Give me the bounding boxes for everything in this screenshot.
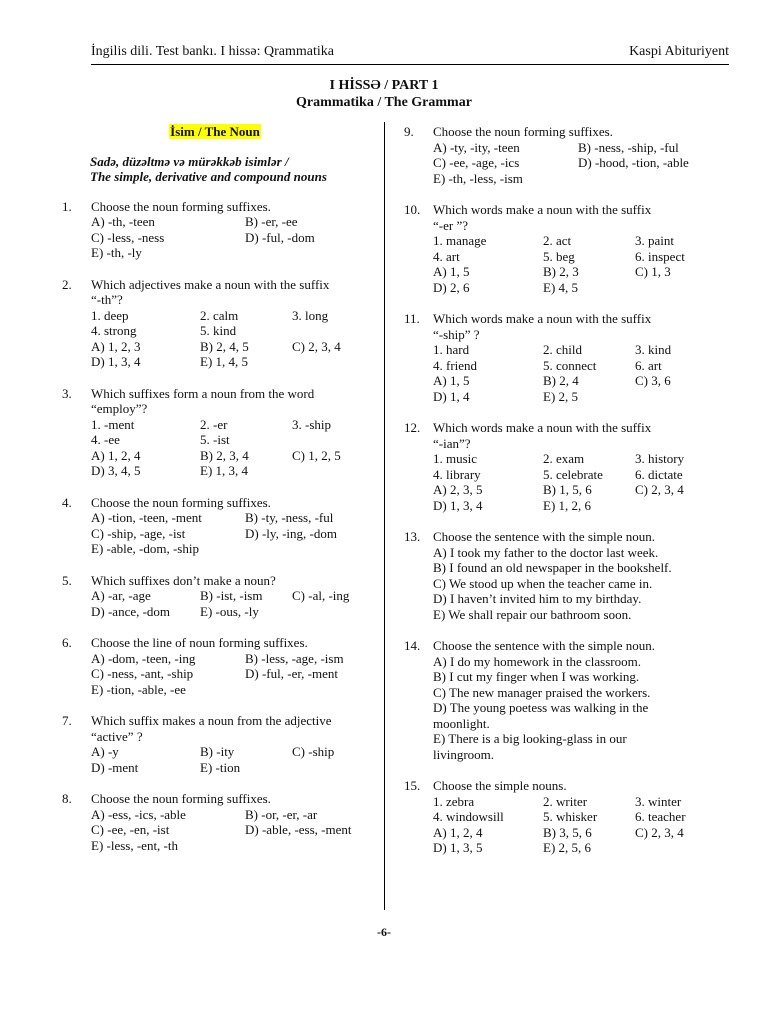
item: 5. celebrate <box>543 466 603 482</box>
option-b[interactable]: B) 2, 4, 5 <box>200 338 249 354</box>
question-number: 11. <box>404 311 420 326</box>
option-e[interactable]: E) -tion <box>200 759 241 775</box>
question-text: Which adjectives make a noun with the suffix <box>91 276 330 292</box>
question-number: 15. <box>404 778 421 793</box>
question-text: Choose the line of noun forming suffixes. <box>91 635 308 650</box>
question-5 <box>62 573 368 620</box>
option-c[interactable]: C) -ness, -ant, -ship <box>91 666 194 681</box>
option-d[interactable]: D) I haven’t invited him to my birthday. <box>433 591 642 606</box>
page-header <box>91 42 729 65</box>
option-a[interactable]: A) -dom, -teen, -ing <box>91 650 196 666</box>
option-e[interactable]: E) -th, -ly <box>91 245 142 260</box>
word-items <box>91 417 368 448</box>
item: 2. child <box>543 342 582 357</box>
option-d[interactable]: D) The young poetess was walking in the <box>433 700 649 715</box>
option-b[interactable]: B) -ness, -ship, -ful <box>578 139 679 155</box>
option-b[interactable]: B) I found an old newspaper in the bookshelf. <box>433 560 672 575</box>
question-8 <box>62 791 368 853</box>
option-c[interactable]: C) 1, 2, 5 <box>292 447 341 463</box>
question-11 <box>404 311 724 404</box>
question-text: “-th”? <box>91 292 123 307</box>
item: 1. manage <box>433 233 487 248</box>
answer-options <box>91 214 368 261</box>
question-3 <box>62 386 368 479</box>
word-items <box>433 233 724 264</box>
option-c[interactable]: C) 2, 3, 4 <box>635 482 684 497</box>
question-text: “-er ”? <box>433 217 468 233</box>
item: 6. art <box>635 357 662 373</box>
item: 2. -er <box>200 416 228 432</box>
option-a[interactable]: A) 1, 2, 4 <box>433 824 483 840</box>
option-e[interactable]: E) 2, 5, 6 <box>543 840 592 855</box>
option-d[interactable]: D) -ful, -dom <box>245 229 315 245</box>
question-number: 13. <box>404 529 421 544</box>
word-items <box>433 451 724 482</box>
word-items <box>433 342 724 373</box>
option-b[interactable]: B) I cut my finger when I was working. <box>433 669 640 684</box>
question-number: 8. <box>62 791 72 806</box>
option-a[interactable]: A) I took my father to the doctor last week. <box>433 544 659 560</box>
item: 4. friend <box>433 357 478 373</box>
question-text: Choose the sentence with the simple noun. <box>433 638 656 653</box>
question-number: 12. <box>404 420 421 435</box>
item: 5. kind <box>200 323 237 338</box>
option-d[interactable]: D) -able, -ess, -ment <box>245 822 352 837</box>
option-c[interactable]: C) We stood up when the teacher came in. <box>433 575 653 591</box>
option-b[interactable]: B) 3, 5, 6 <box>543 824 592 840</box>
option-e[interactable]: E) 4, 5 <box>543 279 579 295</box>
option-b[interactable]: B) -less, -age, -ism <box>245 650 344 666</box>
option-a[interactable]: A) -ar, -age <box>91 588 151 603</box>
question-15 <box>404 778 724 856</box>
item: 3. long <box>292 307 329 323</box>
item: 5. beg <box>543 248 575 264</box>
left-column <box>62 124 368 869</box>
option-e[interactable]: E) -tion, -able, -ee <box>91 681 186 697</box>
answer-options <box>91 588 368 619</box>
option-e[interactable]: E) -less, -ent, -th <box>91 837 179 853</box>
question-text: Which suffix makes a noun from the adjective <box>91 713 332 728</box>
option-b[interactable]: B) 2, 4 <box>543 373 579 388</box>
question-text: Which suffixes don’t make a noun? <box>91 572 276 588</box>
option-e[interactable]: E) There is a big looking-glass in our <box>433 731 627 746</box>
option-d[interactable]: D) -ment <box>91 759 139 775</box>
option-a[interactable]: A) -th, -teen <box>91 214 155 229</box>
question-text: Which words make a noun with the suffix <box>433 202 652 217</box>
question-number: 9. <box>404 124 414 139</box>
option-e[interactable]: E) -th, -less, -ism <box>433 170 523 186</box>
option-d[interactable]: D) -ance, -dom <box>91 603 171 619</box>
question-text: Choose the noun forming suffixes. <box>91 791 271 806</box>
answer-options <box>433 825 724 856</box>
option-a[interactable]: A) 2, 3, 5 <box>433 482 483 497</box>
subject-title: Qrammatika / The Grammar <box>296 95 472 110</box>
option-e[interactable]: E) -able, -dom, -ship <box>91 541 199 556</box>
option-c[interactable]: C) The new manager praised the workers. <box>433 684 651 700</box>
item: 5. whisker <box>543 809 598 824</box>
option-e[interactable]: E) -ous, -ly <box>200 603 259 619</box>
section-subtitle: Sadə, düzəltmə və mürəkkəb isimlər / The simple, derivative and compound nouns <box>90 153 327 184</box>
option-b[interactable]: B) -ist, -ism <box>200 588 263 603</box>
item: 1. music <box>433 451 478 466</box>
word-items <box>91 308 368 339</box>
option-d[interactable]: D) 1, 3, 4 <box>91 354 141 369</box>
question-text: “employ”? <box>91 401 148 416</box>
option-b[interactable]: B) 2, 3 <box>543 264 579 279</box>
item: 1. zebra <box>433 793 475 809</box>
question-number: 3. <box>62 385 72 401</box>
answer-options <box>91 448 368 479</box>
item: 1. -ment <box>91 416 135 432</box>
word-items <box>433 794 724 825</box>
question-number: 5. <box>62 572 72 588</box>
item: 3. kind <box>635 342 672 357</box>
header-left: İngilis dili. Test bankı. I hissə: Qrammatika <box>91 44 334 59</box>
option-b[interactable]: B) -ty, -ness, -ful <box>245 510 334 525</box>
item: 2. exam <box>543 451 585 466</box>
option-c[interactable]: C) -ship <box>292 744 335 759</box>
item: 4. windowsill <box>433 809 504 824</box>
option-c[interactable]: C) -al, -ing <box>292 588 350 603</box>
answer-options <box>433 140 724 187</box>
item: 3. -ship <box>292 416 331 432</box>
option-a[interactable]: A) -ess, -ics, -able <box>91 806 186 822</box>
item: 2. calm <box>200 307 239 323</box>
question-text: “-ian”? <box>433 435 471 451</box>
column-divider <box>384 122 385 910</box>
question-4 <box>62 495 368 557</box>
option-e[interactable]: E) We shall repair our bathroom soon. <box>433 606 632 622</box>
question-2 <box>62 277 368 370</box>
section-title <box>62 124 368 140</box>
item: 4. art <box>433 248 460 264</box>
item: 3. winter <box>635 793 682 809</box>
right-column <box>404 124 724 872</box>
question-text: Choose the simple nouns. <box>433 778 567 793</box>
answer-options <box>433 373 724 404</box>
question-12 <box>404 420 724 513</box>
option-d[interactable]: D) -hood, -tion, -able <box>578 155 689 170</box>
answer-options <box>91 339 368 370</box>
question-text: Choose the noun forming suffixes. <box>91 198 271 214</box>
option-d-cont[interactable]: moonlight. <box>433 715 490 731</box>
item: 5. -ist <box>200 432 230 447</box>
option-c[interactable]: C) -less, -ness <box>91 229 165 245</box>
question-number: 4. <box>62 494 72 510</box>
question-text: Choose the noun forming suffixes. <box>91 494 271 510</box>
option-a[interactable]: A) 1, 5 <box>433 264 470 279</box>
option-e-cont[interactable]: livingroom. <box>433 746 495 762</box>
question-text: “-ship” ? <box>433 326 480 342</box>
item: 1. deep <box>91 307 129 323</box>
option-a[interactable]: A) -ty, -ity, -teen <box>433 139 520 155</box>
option-c[interactable]: C) 1, 3 <box>635 264 671 279</box>
option-d[interactable]: D) 3, 4, 5 <box>91 463 141 478</box>
option-e[interactable]: E) 1, 4, 5 <box>200 354 249 369</box>
option-c[interactable]: C) 2, 3, 4 <box>292 338 341 354</box>
item: 3. paint <box>635 233 674 248</box>
option-d[interactable]: D) 1, 3, 5 <box>433 840 483 855</box>
question-text: Which words make a noun with the suffix <box>433 311 652 326</box>
question-7 <box>62 713 368 775</box>
part-title: I HİSSƏ / PART 1 <box>329 78 439 93</box>
option-c[interactable]: C) 3, 6 <box>635 373 671 388</box>
item: 4. -ee <box>91 432 120 447</box>
item: 6. teacher <box>635 809 686 824</box>
answer-options <box>91 744 368 775</box>
option-a[interactable]: A) I do my homework in the classroom. <box>433 653 641 669</box>
option-c[interactable]: C) -ee, -age, -ics <box>433 155 520 170</box>
question-number: 10. <box>404 202 421 217</box>
item: 5. connect <box>543 357 597 373</box>
option-c[interactable]: C) -ship, -age, -ist <box>91 525 186 541</box>
item: 2. act <box>543 233 572 248</box>
option-b[interactable]: B) -ity <box>200 744 235 759</box>
question-text: Choose the noun forming suffixes. <box>433 124 613 139</box>
option-a[interactable]: A) 1, 2, 4 <box>91 447 141 463</box>
option-a[interactable]: A) -y <box>91 744 119 759</box>
question-number: 14. <box>404 638 421 653</box>
option-e[interactable]: E) 1, 2, 6 <box>543 497 592 513</box>
option-b[interactable]: B) 2, 3, 4 <box>200 447 249 463</box>
answer-options <box>91 651 368 698</box>
question-10 <box>404 202 724 295</box>
option-c[interactable]: C) -ee, -en, -ist <box>91 822 170 837</box>
option-d[interactable]: D) 1, 4 <box>433 388 470 404</box>
question-14 <box>404 638 724 762</box>
page-number: -6- <box>377 925 391 939</box>
option-d[interactable]: D) -ly, -ing, -dom <box>245 525 337 541</box>
header-right: Kaspi Abituriyent <box>629 44 729 59</box>
option-d[interactable]: D) 1, 3, 4 <box>433 497 483 513</box>
item: 2. writer <box>543 793 588 809</box>
question-text: “active” ? <box>91 728 143 744</box>
option-b[interactable]: B) -or, -er, -ar <box>245 806 318 822</box>
question-number: 1. <box>62 198 72 214</box>
option-b[interactable]: B) 1, 5, 6 <box>543 482 592 497</box>
question-number: 6. <box>62 635 72 650</box>
question-13 <box>404 529 724 622</box>
option-a[interactable]: A) -tion, -teen, -ment <box>91 510 202 525</box>
question-text: Which words make a noun with the suffix <box>433 420 652 435</box>
option-e[interactable]: E) 2, 5 <box>543 388 579 404</box>
answer-options <box>433 264 724 295</box>
option-d[interactable]: D) -ful, -er, -ment <box>245 666 338 681</box>
question-6 <box>62 635 368 697</box>
item: 4. library <box>433 466 481 482</box>
answer-options <box>91 807 368 854</box>
item: 4. strong <box>91 323 137 338</box>
question-number: 2. <box>62 276 72 292</box>
option-a[interactable]: A) 1, 2, 3 <box>91 338 141 354</box>
question-text: Choose the sentence with the simple noun. <box>433 529 656 544</box>
item: 3. history <box>635 451 685 466</box>
question-9 <box>404 124 724 186</box>
option-c[interactable]: C) 2, 3, 4 <box>635 824 684 840</box>
answer-options <box>91 510 368 557</box>
option-b[interactable]: B) -er, -ee <box>245 214 298 229</box>
option-a[interactable]: A) 1, 5 <box>433 373 470 388</box>
item: 6. inspect <box>635 248 685 264</box>
option-d[interactable]: D) 2, 6 <box>433 279 470 295</box>
item: 6. dictate <box>635 466 683 482</box>
answer-options <box>433 482 724 513</box>
item: 1. hard <box>433 342 470 357</box>
section-title-text: İsim / The Noun <box>170 124 260 139</box>
option-e[interactable]: E) 1, 3, 4 <box>200 463 249 478</box>
question-text: Which suffixes form a noun from the word <box>91 385 315 401</box>
question-number: 7. <box>62 713 72 728</box>
question-1 <box>62 199 368 261</box>
